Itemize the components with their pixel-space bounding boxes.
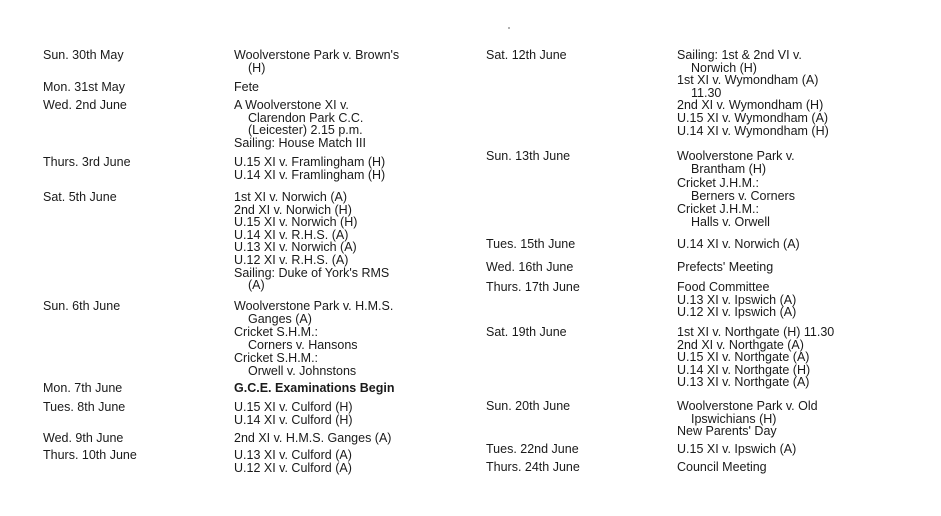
fixture-line: Woolverstone Park v. Brown's [234,48,400,62]
fixture-line: Food Committee [677,280,770,294]
fixture-line: Sailing: House Match III [234,135,367,150]
fixture-date: Thurs. 17th June [486,280,580,294]
fixture-line: Fete [234,80,260,94]
fixture-line: U.14 XI v. Northgate (H) [677,362,811,377]
fixture-line: Prefects' Meeting [677,260,774,274]
fixture-event [234,191,389,292]
fixture-line: U.15 XI v. Northgate (A) [677,350,810,365]
fixture-line: Brantham (H) [691,161,767,176]
fixture-line: U.15 XI v. Framlingham (H) [234,155,386,169]
fixture-line: Council Meeting [677,460,767,474]
fixture-line: 2nd XI v. Northgate (A) [677,337,804,352]
fixture-date: Tues. 8th June [43,400,126,414]
fixture-line: Halls v. Orwell [691,214,770,229]
fixture-event [677,443,796,456]
fixture-line: U.12 XI v. Culford (A) [234,460,352,475]
fixture-line: U.14 XI v. Framlingham (H) [234,167,386,182]
fixture-line: 1st XI v. Northgate (H) 11.30 [677,325,835,339]
fixture-event [234,432,391,445]
fixture-date: Sun. 30th May [43,48,124,62]
fixture-line: U.15 XI v. Ipswich (A) [677,442,797,456]
fixture-event [677,150,795,175]
fixture-event [234,382,394,395]
fixture-line: Woolverstone Park v. Old [677,399,818,413]
fixture-date: Wed. 2nd June [43,98,127,112]
fixture-date: Thurs. 3rd June [43,155,131,169]
fixture-event [677,261,773,274]
fixture-event [677,203,770,228]
fixture-event [234,449,352,474]
fixture-date: Sat. 5th June [43,190,117,204]
fixture-date: Wed. 16th June [486,260,574,274]
fixture-date: Mon. 7th June [43,381,123,395]
fixture-line: Sailing: Duke of York's RMS [234,265,390,280]
fixture-line: U.13 XI v. Culford (A) [234,448,352,462]
fixture-line: U.13 XI v. Norwich (A) [234,240,357,255]
fixture-line: Woolverstone Park v. H.M.S. [234,299,394,313]
fixture-line: Clarendon Park C.C. [248,110,364,125]
fixture-line: 2nd XI v. Norwich (H) [234,202,352,217]
fixture-line: New Parents' Day [677,424,777,439]
fixture-line: Norwich (H) [691,60,757,75]
fixture-line: U.14 XI v. Culford (H) [234,412,353,427]
fixture-line: Corners v. Hansons [248,337,358,352]
fixture-event [234,99,366,149]
fixture-event [234,326,358,351]
fixture-line: U.13 XI v. Northgate (A) [677,375,810,390]
fixture-date: Tues. 22nd June [486,442,579,456]
fixture-date: Thurs. 24th June [486,460,580,474]
fixture-line: (A) [248,278,265,293]
fixture-event [677,400,818,438]
fixture-line: U.15 XI v. Wymondham (A) [677,110,829,125]
fixture-line: U.15 XI v. Norwich (H) [234,215,358,230]
fixture-line: Berners v. Corners [691,188,795,203]
fixture-line: Cricket S.H.M.: [234,325,319,339]
fixture-line: U.12 XI v. R.H.S. (A) [234,252,349,267]
fixture-event [234,352,356,377]
fixture-line: U.14 XI v. Norwich (A) [677,237,800,251]
fixture-date: Tues. 15th June [486,237,576,251]
fixture-event [677,461,767,474]
fixture-line: G.C.E. Examinations Begin [234,381,395,395]
fixture-line: Orwell v. Johnstons [248,363,357,378]
fixture-date: Sat. 19th June [486,325,567,339]
fixture-line: Sailing: 1st & 2nd VI v. [677,48,802,62]
fixture-line: (H) [248,60,266,75]
fixture-event [677,281,796,319]
fixture-line: 1st XI v. Wymondham (A) [677,73,819,88]
fixture-event [677,238,800,251]
fixture-event [234,49,399,74]
fixture-event [677,49,829,137]
fixture-line: Cricket S.H.M.: [234,351,319,365]
fixture-date: Sun. 13th June [486,149,571,163]
fixture-event [677,326,834,389]
fixture-line: U.14 XI v. R.H.S. (A) [234,227,349,242]
fixture-event [234,300,393,325]
fixture-line: 11.30 [691,85,722,100]
fixture-line: A Woolverstone XI v. [234,98,349,112]
fixture-date: Sun. 6th June [43,299,121,313]
fixture-line: Ipswichians (H) [691,411,777,426]
fixture-line: U.12 XI v. Ipswich (A) [677,305,797,320]
fixture-line: Ganges (A) [248,311,312,326]
fixture-line: 2nd XI v. H.M.S. Ganges (A) [234,431,392,445]
fixture-line: Woolverstone Park v. [677,149,795,163]
fixture-line: U.14 XI v. Wymondham (H) [677,123,829,138]
fixture-event [677,177,795,202]
fixture-event [234,401,353,426]
fixture-line: 1st XI v. Norwich (A) [234,190,347,204]
fixture-date: Sun. 20th June [486,399,571,413]
fixture-line: U.13 XI v. Ipswich (A) [677,292,797,307]
fixture-line: 2nd XI v. Wymondham (H) [677,98,824,113]
fixture-date: Mon. 31st May [43,80,125,94]
fixture-line: U.15 XI v. Culford (H) [234,400,353,414]
fixture-line: Cricket J.H.M.: [677,202,759,216]
fixture-line: (Leicester) 2.15 p.m. [248,123,363,138]
fixture-line: Cricket J.H.M.: [677,176,759,190]
fixture-date: Thurs. 10th June [43,448,137,462]
print-speck [508,27,510,29]
fixture-event [234,156,385,181]
fixture-date: Sat. 12th June [486,48,567,62]
fixture-event [234,81,259,94]
fixture-date: Wed. 9th June [43,431,124,445]
